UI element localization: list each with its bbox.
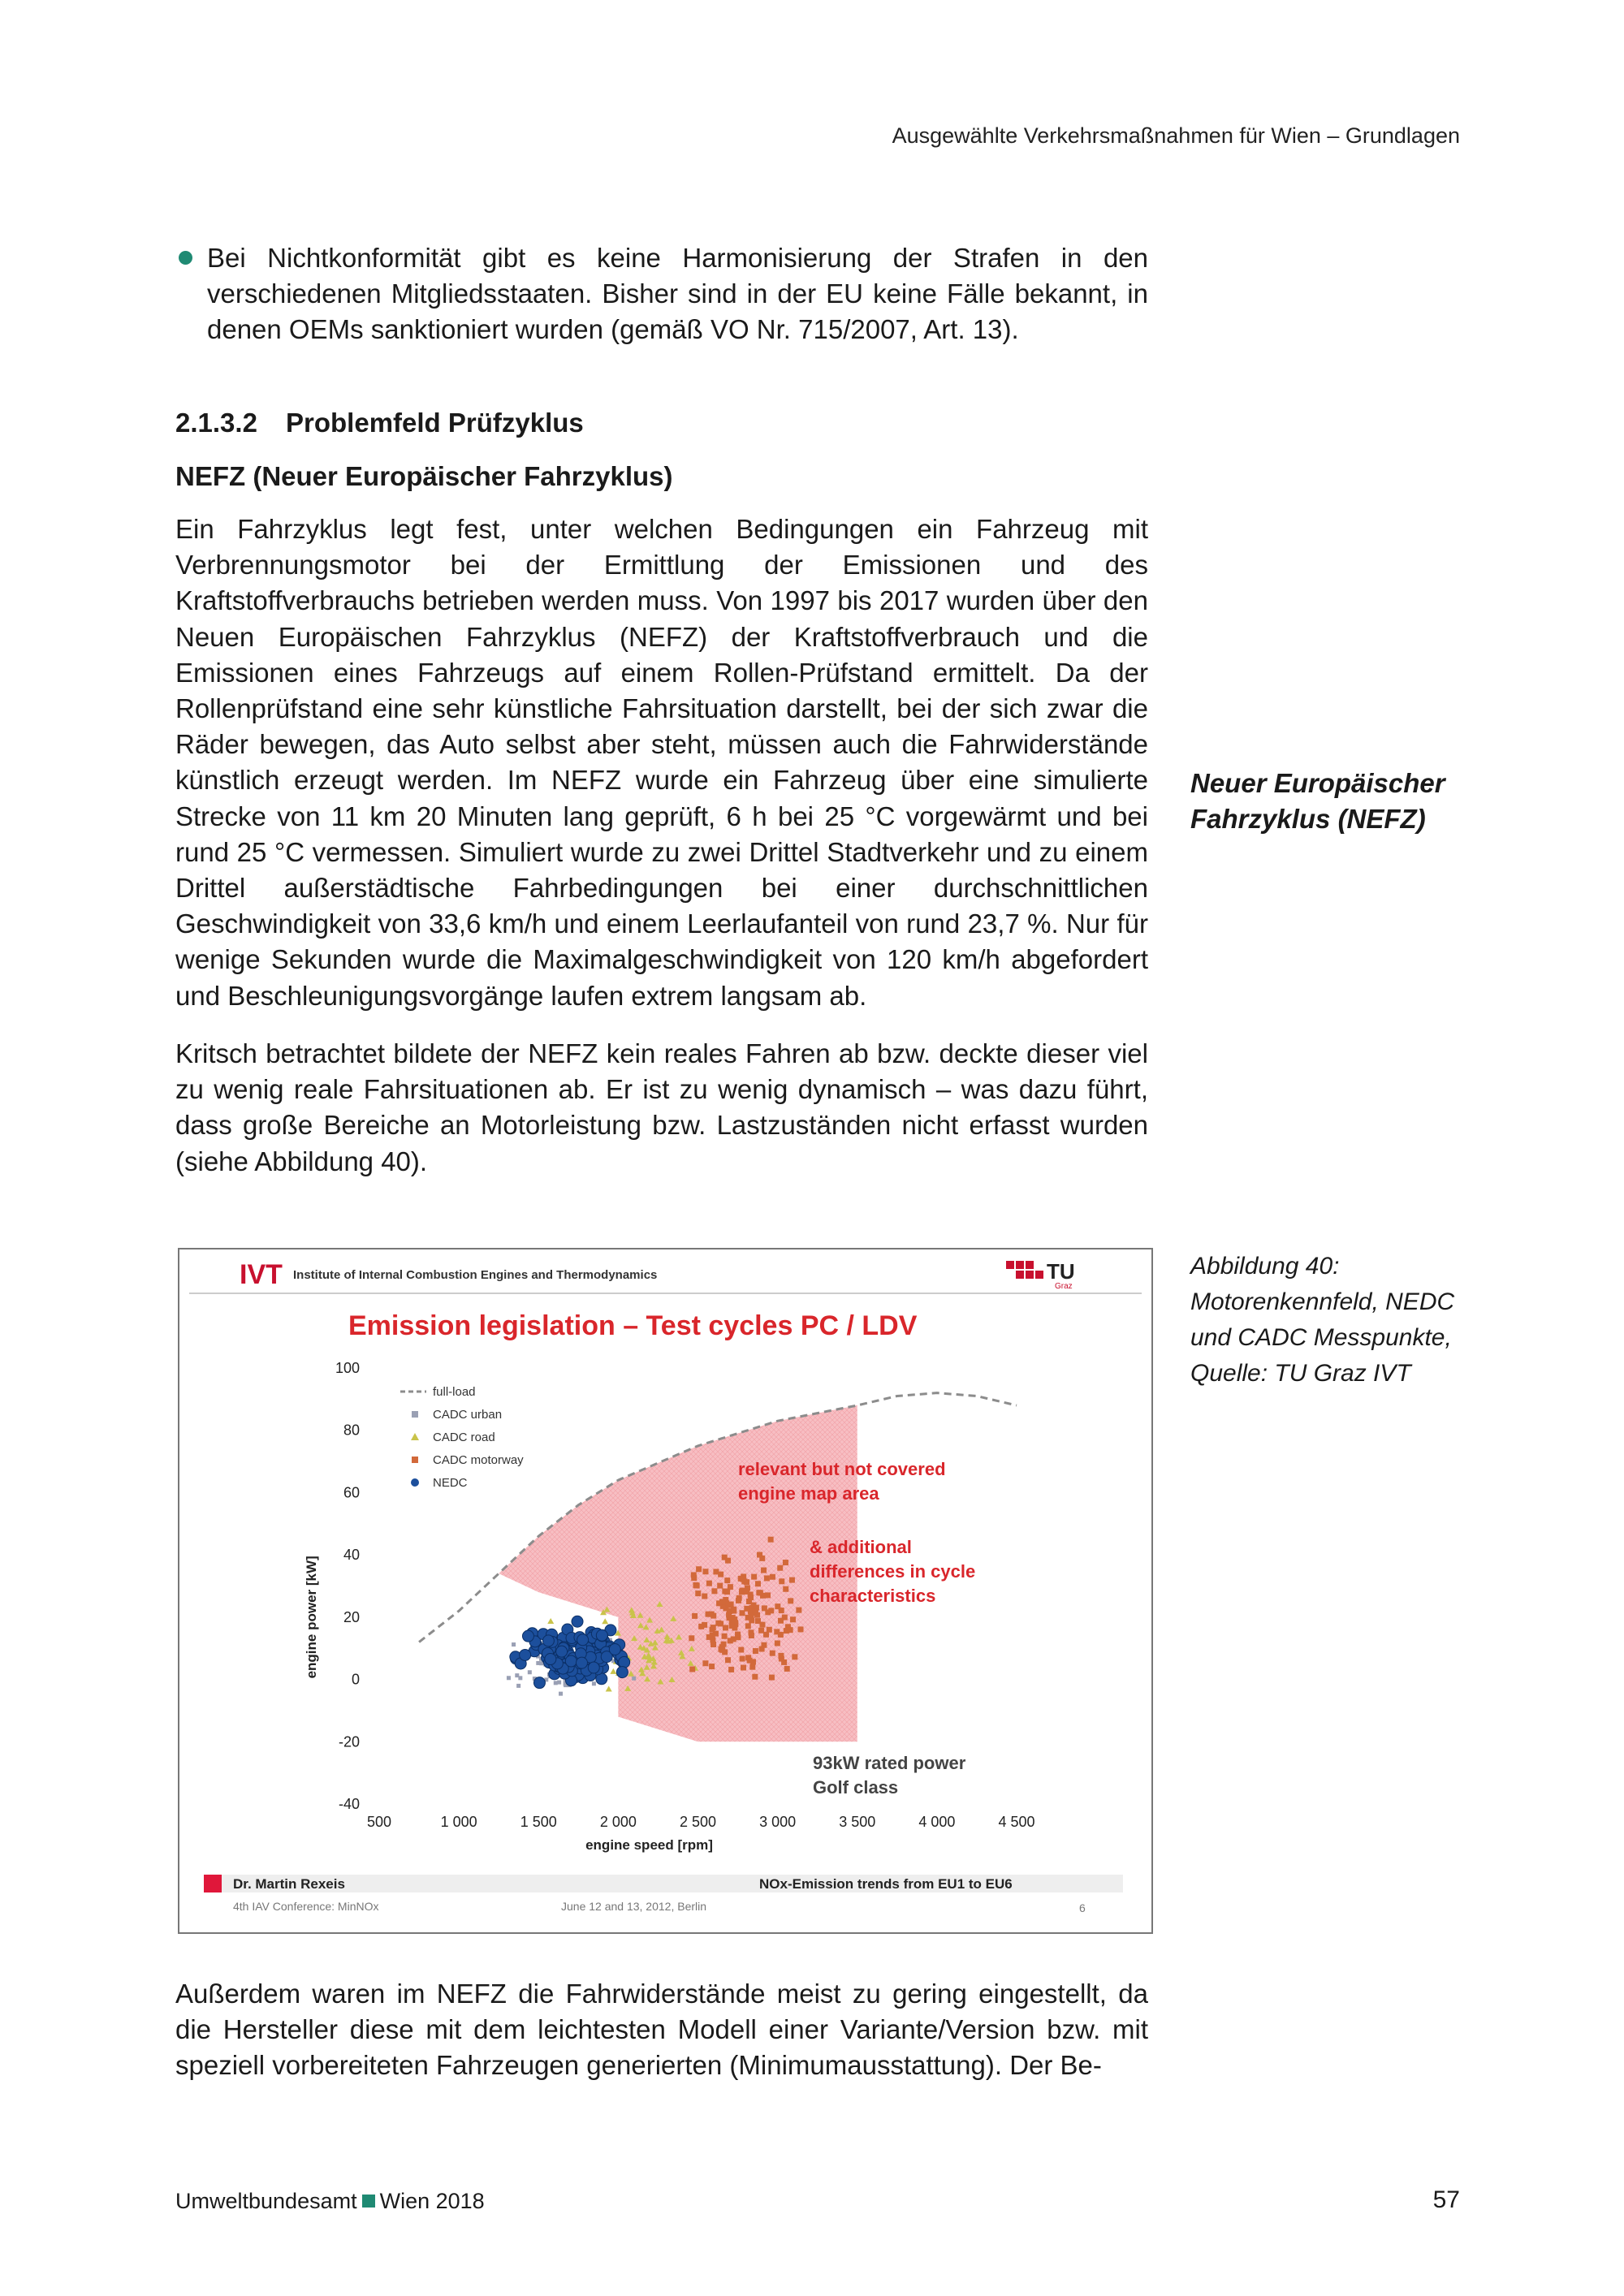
x-tick-label: 4 500 xyxy=(998,1814,1035,1830)
cadc-motorway-point xyxy=(724,1589,730,1595)
nedc-point xyxy=(520,1649,531,1660)
cadc-motorway-point xyxy=(763,1632,769,1638)
cadc-motorway-point xyxy=(770,1574,775,1580)
cadc-motorway-point xyxy=(768,1608,774,1613)
y-axis-label: engine power [kW] xyxy=(304,1556,319,1679)
nedc-point xyxy=(572,1616,583,1627)
cadc-motorway-point xyxy=(779,1578,784,1584)
cadc-motorway-point xyxy=(728,1602,734,1608)
legend-label: CADC road xyxy=(433,1431,495,1444)
footer-place-year: Wien 2018 xyxy=(379,2189,485,2213)
cadc-motorway-point xyxy=(695,1590,701,1596)
tu-logo-text: TU xyxy=(1047,1259,1075,1284)
nedc-point xyxy=(616,1667,628,1678)
cadc-motorway-point xyxy=(692,1613,698,1619)
cadc-motorway-point xyxy=(729,1623,735,1629)
y-tick-label: 80 xyxy=(343,1422,360,1439)
footer-topic: NOx-Emission trends from EU1 to EU6 xyxy=(759,1876,1013,1892)
x-tick-label: 2 000 xyxy=(599,1814,637,1830)
cadc-motorway-point xyxy=(759,1556,765,1561)
cadc-motorway-point xyxy=(788,1598,793,1603)
cadc-motorway-point xyxy=(748,1629,754,1635)
y-tick-label: 0 xyxy=(351,1671,360,1688)
uncovered-engine-map-area xyxy=(499,1405,857,1741)
cadc-motorway-point xyxy=(768,1537,774,1543)
margin-note: Neuer Europäischer Fahrzyklus (NEFZ) xyxy=(1190,768,1445,834)
cadc-motorway-point xyxy=(790,1616,796,1622)
cadc-motorway-point xyxy=(718,1572,723,1577)
cadc-motorway-point xyxy=(718,1646,723,1652)
cadc-motorway-point xyxy=(736,1598,741,1603)
footer-square-icon xyxy=(362,2195,375,2208)
figure-footer xyxy=(204,1875,1123,1914)
cadc-motorway-point xyxy=(710,1633,715,1638)
cadc-motorway-point xyxy=(702,1569,708,1574)
cadc-urban-point xyxy=(536,1661,540,1665)
cadc-urban-point xyxy=(507,1676,511,1680)
annotation-rated-power: Golf class xyxy=(813,1777,899,1798)
cadc-motorway-point xyxy=(788,1627,793,1633)
cadc-motorway-point xyxy=(739,1589,745,1595)
legend-label: full-load xyxy=(433,1385,476,1399)
bullet-text: Bei Nichtkonformität gibt es keine Harmonisierung der Strafen in den verschiedenen Mitgliedsstaaten. Bisher sind in der EU keine Fälle bekannt, in denen OEMs sanktioniert wurden (gemäß VO Nr. 715/2007, Art. 13). xyxy=(207,243,1148,344)
cadc-road-point xyxy=(547,1618,554,1624)
cadc-urban-point xyxy=(559,1692,563,1696)
x-tick-label: 1 500 xyxy=(520,1814,557,1830)
cadc-motorway-point xyxy=(711,1588,717,1594)
figure-header xyxy=(189,1259,1142,1293)
cadc-motorway-point xyxy=(722,1634,728,1639)
x-tick-label: 3 000 xyxy=(759,1814,797,1830)
cadc-motorway-point xyxy=(798,1626,804,1632)
y-tick-label: 100 xyxy=(335,1360,360,1376)
cadc-motorway-point xyxy=(725,1657,731,1663)
x-axis-label: engine speed [rpm] xyxy=(585,1837,713,1853)
nedc-point xyxy=(522,1630,533,1642)
cadc-motorway-point xyxy=(765,1592,771,1598)
section-number: 2.1.3.2 xyxy=(175,408,257,438)
section-heading xyxy=(175,408,584,438)
y-tick-label: 60 xyxy=(343,1484,360,1501)
chart-title: Emission legislation – Test cycles PC / LDV xyxy=(348,1310,918,1341)
legend-swatch-cadc-road xyxy=(411,1433,419,1440)
x-tick-label: 3 500 xyxy=(839,1814,876,1830)
cadc-urban-point xyxy=(592,1681,596,1685)
cadc-motorway-point xyxy=(774,1629,780,1634)
cadc-motorway-point xyxy=(744,1589,749,1595)
cadc-motorway-point xyxy=(740,1577,745,1582)
cadc-motorway-point xyxy=(702,1660,708,1666)
chart-plot-area xyxy=(304,1360,1035,1853)
cadc-motorway-point xyxy=(735,1632,741,1638)
cadc-urban-point xyxy=(528,1670,532,1674)
figure-caption: Abbildung 40: Motorenkennfeld, NEDC und CADC Messpunkte, Quelle: TU Graz IVT xyxy=(1190,1253,1455,1387)
cadc-motorway-point xyxy=(724,1577,730,1583)
paragraph-nefz-intro: Ein Fahrzyklus legt fest, unter welchen Bedingungen ein Fahrzeug mit Verbrennungsmotor bei der Ermittlung der Emissionen und des Kraftstoffverbrauchs betrieben werden muss. Von 1997 bis 2017 wurden über den Neuen Europäischen Fahrzyklus (NEFZ) der Kraftstoffverbrauch und die Emissionen eines Fahrzeugs auf einem Rollen-Prüfstand ermittelt. Da der Rollenprüfstand eine sehr künstliche Fahrsituation darstellt, bei der sich zwar die Räder bewegen, das Auto selbst aber steht, müssen auch die Fahrwiderstände künstlich erzeugt werden. Im NEFZ wurde ein Fahrzeug über eine simulierte Strecke von 11 km 20 Minuten lang geprüft, 6 h bei 25 °C vorgewärmt und bei rund 25 °C vermessen. Simuliert wurde zu zwei Drittel Stadtverkehr und zu einem Drittel außerstädtische Fahrbedingungen bei einer durchschnittlichen Geschwindigkeit von 33,6 km/h und einem Leerlaufanteil von rund 23,7 %. Nur für wenige Sekunden wurde die Maximalgeschwindigkeit von 120 km/h abgefordert und Beschleunigungsvorgänge laufen extrem langsam ab. xyxy=(175,514,1148,1011)
cadc-motorway-point xyxy=(719,1599,725,1604)
footer-conference: 4th IAV Conference: MinNOx xyxy=(233,1900,379,1913)
engine-map-svg xyxy=(179,1249,1151,1932)
footer-author: Dr. Martin Rexeis xyxy=(233,1876,345,1892)
cadc-motorway-point xyxy=(740,1656,745,1662)
cadc-motorway-point xyxy=(755,1581,761,1586)
cadc-motorway-point xyxy=(752,1674,758,1680)
cadc-motorway-point xyxy=(693,1582,698,1588)
cadc-motorway-point xyxy=(728,1667,734,1672)
cadc-motorway-point xyxy=(731,1607,736,1612)
nedc-point xyxy=(588,1662,599,1673)
y-tick-label: 20 xyxy=(343,1608,360,1625)
cadc-motorway-point xyxy=(789,1577,795,1583)
cadc-urban-point xyxy=(554,1681,558,1685)
cadc-motorway-point xyxy=(691,1572,697,1577)
annotation-cycle-differences: characteristics xyxy=(810,1586,936,1606)
y-tick-label: -40 xyxy=(338,1796,360,1812)
paragraph-driving-resistance: Außerdem waren im NEFZ die Fahrwiderstände meist zu gering eingestellt, da die Hersteller diese mit dem leichtesten Modell einer Variante/Version bzw. mit speziell vorbereiteten Fahrzeugen generierten (Minimumausstattung). Der Be- xyxy=(175,1979,1148,2081)
nedc-point xyxy=(619,1656,630,1668)
cadc-road-point xyxy=(606,1685,612,1691)
cadc-motorway-point xyxy=(781,1659,787,1665)
tu-graz-logo-icon xyxy=(1006,1259,1075,1291)
cadc-motorway-point xyxy=(775,1603,780,1609)
cadc-motorway-point xyxy=(759,1646,765,1652)
nedc-point xyxy=(565,1655,577,1667)
annotation-uncovered-area: engine map area xyxy=(738,1483,879,1504)
page-footer-publisher xyxy=(175,2189,485,2214)
cadc-motorway-point xyxy=(728,1584,733,1590)
cadc-motorway-point xyxy=(726,1612,732,1617)
cadc-motorway-point xyxy=(751,1574,757,1580)
cadc-motorway-point xyxy=(759,1622,765,1628)
running-header: Ausgewählte Verkehrsmaßnahmen für Wien – Grundlagen xyxy=(892,123,1460,148)
cadc-motorway-point xyxy=(744,1606,749,1612)
cadc-motorway-point xyxy=(796,1608,801,1613)
ivt-logo: IVT xyxy=(240,1259,283,1290)
nedc-point xyxy=(609,1644,620,1655)
cadc-motorway-point xyxy=(710,1613,716,1619)
cadc-urban-point xyxy=(557,1681,561,1685)
subheading-nefz: NEFZ (Neuer Europäischer Fahrzyklus) xyxy=(175,461,673,491)
bullet-dot-icon xyxy=(179,251,192,265)
cadc-motorway-point xyxy=(782,1615,788,1621)
cadc-motorway-point xyxy=(762,1605,767,1611)
nedc-point xyxy=(596,1629,607,1641)
nedc-point xyxy=(542,1635,554,1646)
legend-label: CADC motorway xyxy=(433,1453,524,1467)
cadc-motorway-point xyxy=(753,1608,758,1614)
legend-label: CADC urban xyxy=(433,1408,503,1422)
cadc-motorway-point xyxy=(749,1664,755,1670)
cadc-motorway-point xyxy=(725,1558,731,1564)
cadc-motorway-point xyxy=(758,1590,763,1595)
annotation-cycle-differences: differences in cycle xyxy=(810,1561,976,1582)
annotation-uncovered-area: relevant but not covered xyxy=(738,1459,946,1479)
paragraph-nefz-critique: Kritsch betrachtet bildete der NEFZ kein reales Fahren ab bzw. deckte dieser viel zu wenig reale Fahrsituationen ab. Er ist zu wenig dynamisch – was dazu führt, dass große Bereiche an Motorleistung bzw. Lastzuständen nicht erfasst wurden (siehe Abbildung 40). xyxy=(175,1038,1148,1176)
cadc-road-point xyxy=(610,1668,616,1674)
cadc-motorway-point xyxy=(761,1568,767,1573)
cadc-road-point xyxy=(602,1618,608,1624)
x-tick-label: 1 000 xyxy=(440,1814,477,1830)
legend-swatch-cadc-motorway xyxy=(412,1457,418,1463)
cadc-motorway-point xyxy=(696,1566,702,1572)
bullet-item xyxy=(175,240,1148,347)
cadc-motorway-point xyxy=(792,1654,797,1659)
footer-page: 6 xyxy=(1079,1901,1086,1914)
cadc-motorway-point xyxy=(721,1642,727,1647)
cadc-motorway-point xyxy=(783,1560,788,1565)
legend-swatch-cadc-urban xyxy=(412,1411,418,1418)
y-tick-label: 40 xyxy=(343,1547,360,1564)
institute-name: Institute of Internal Combustion Engines and Thermodynamics xyxy=(293,1268,658,1282)
tu-logo-sub: Graz xyxy=(1055,1282,1073,1291)
cadc-motorway-point xyxy=(702,1594,707,1599)
cadc-urban-point xyxy=(516,1684,520,1688)
x-tick-label: 2 500 xyxy=(679,1814,717,1830)
cadc-motorway-point xyxy=(783,1586,788,1592)
cadc-motorway-point xyxy=(750,1659,756,1664)
cadc-motorway-point xyxy=(775,1641,780,1646)
legend-swatch-nedc xyxy=(411,1478,419,1487)
nedc-point xyxy=(533,1677,545,1689)
section-title: Problemfeld Prüfzyklus xyxy=(286,408,584,438)
cadc-motorway-point xyxy=(777,1565,783,1571)
cadc-urban-point xyxy=(632,1677,636,1681)
cadc-motorway-point xyxy=(689,1666,695,1672)
cadc-motorway-point xyxy=(738,1647,744,1653)
annotation-cycle-differences: & additional xyxy=(810,1537,912,1557)
cadc-motorway-point xyxy=(706,1581,712,1586)
figure-engine-map xyxy=(178,1248,1153,1934)
x-tick-label: 4 000 xyxy=(918,1814,956,1830)
nedc-point xyxy=(556,1646,568,1657)
legend-label: NEDC xyxy=(433,1476,468,1490)
cadc-motorway-point xyxy=(709,1664,715,1669)
cadc-motorway-point xyxy=(769,1675,775,1681)
cadc-urban-point xyxy=(518,1676,522,1680)
y-tick-label: -20 xyxy=(338,1733,360,1750)
cadc-motorway-point xyxy=(702,1622,707,1628)
page-number: 57 xyxy=(1432,2186,1460,2213)
cadc-motorway-point xyxy=(764,1575,770,1581)
cadc-motorway-point xyxy=(784,1666,790,1672)
cadc-motorway-point xyxy=(723,1625,728,1630)
cadc-motorway-point xyxy=(753,1648,758,1654)
cadc-motorway-point xyxy=(741,1665,746,1671)
cadc-urban-point xyxy=(512,1642,516,1646)
cadc-motorway-point xyxy=(710,1627,715,1633)
nedc-point xyxy=(545,1654,556,1665)
nedc-point xyxy=(577,1634,589,1646)
annotation-rated-power: 93kW rated power xyxy=(813,1753,966,1773)
publisher: Umweltbundesamt xyxy=(175,2189,357,2213)
cadc-motorway-point xyxy=(745,1623,751,1629)
footer-date: June 12 and 13, 2012, Berlin xyxy=(561,1900,707,1913)
cadc-motorway-point xyxy=(689,1635,694,1641)
cadc-motorway-point xyxy=(717,1583,723,1589)
cadc-motorway-point xyxy=(767,1627,772,1633)
nedc-point xyxy=(576,1657,587,1668)
cadc-motorway-point xyxy=(778,1653,784,1659)
cadc-motorway-point xyxy=(770,1651,775,1656)
x-tick-label: 500 xyxy=(366,1814,392,1830)
